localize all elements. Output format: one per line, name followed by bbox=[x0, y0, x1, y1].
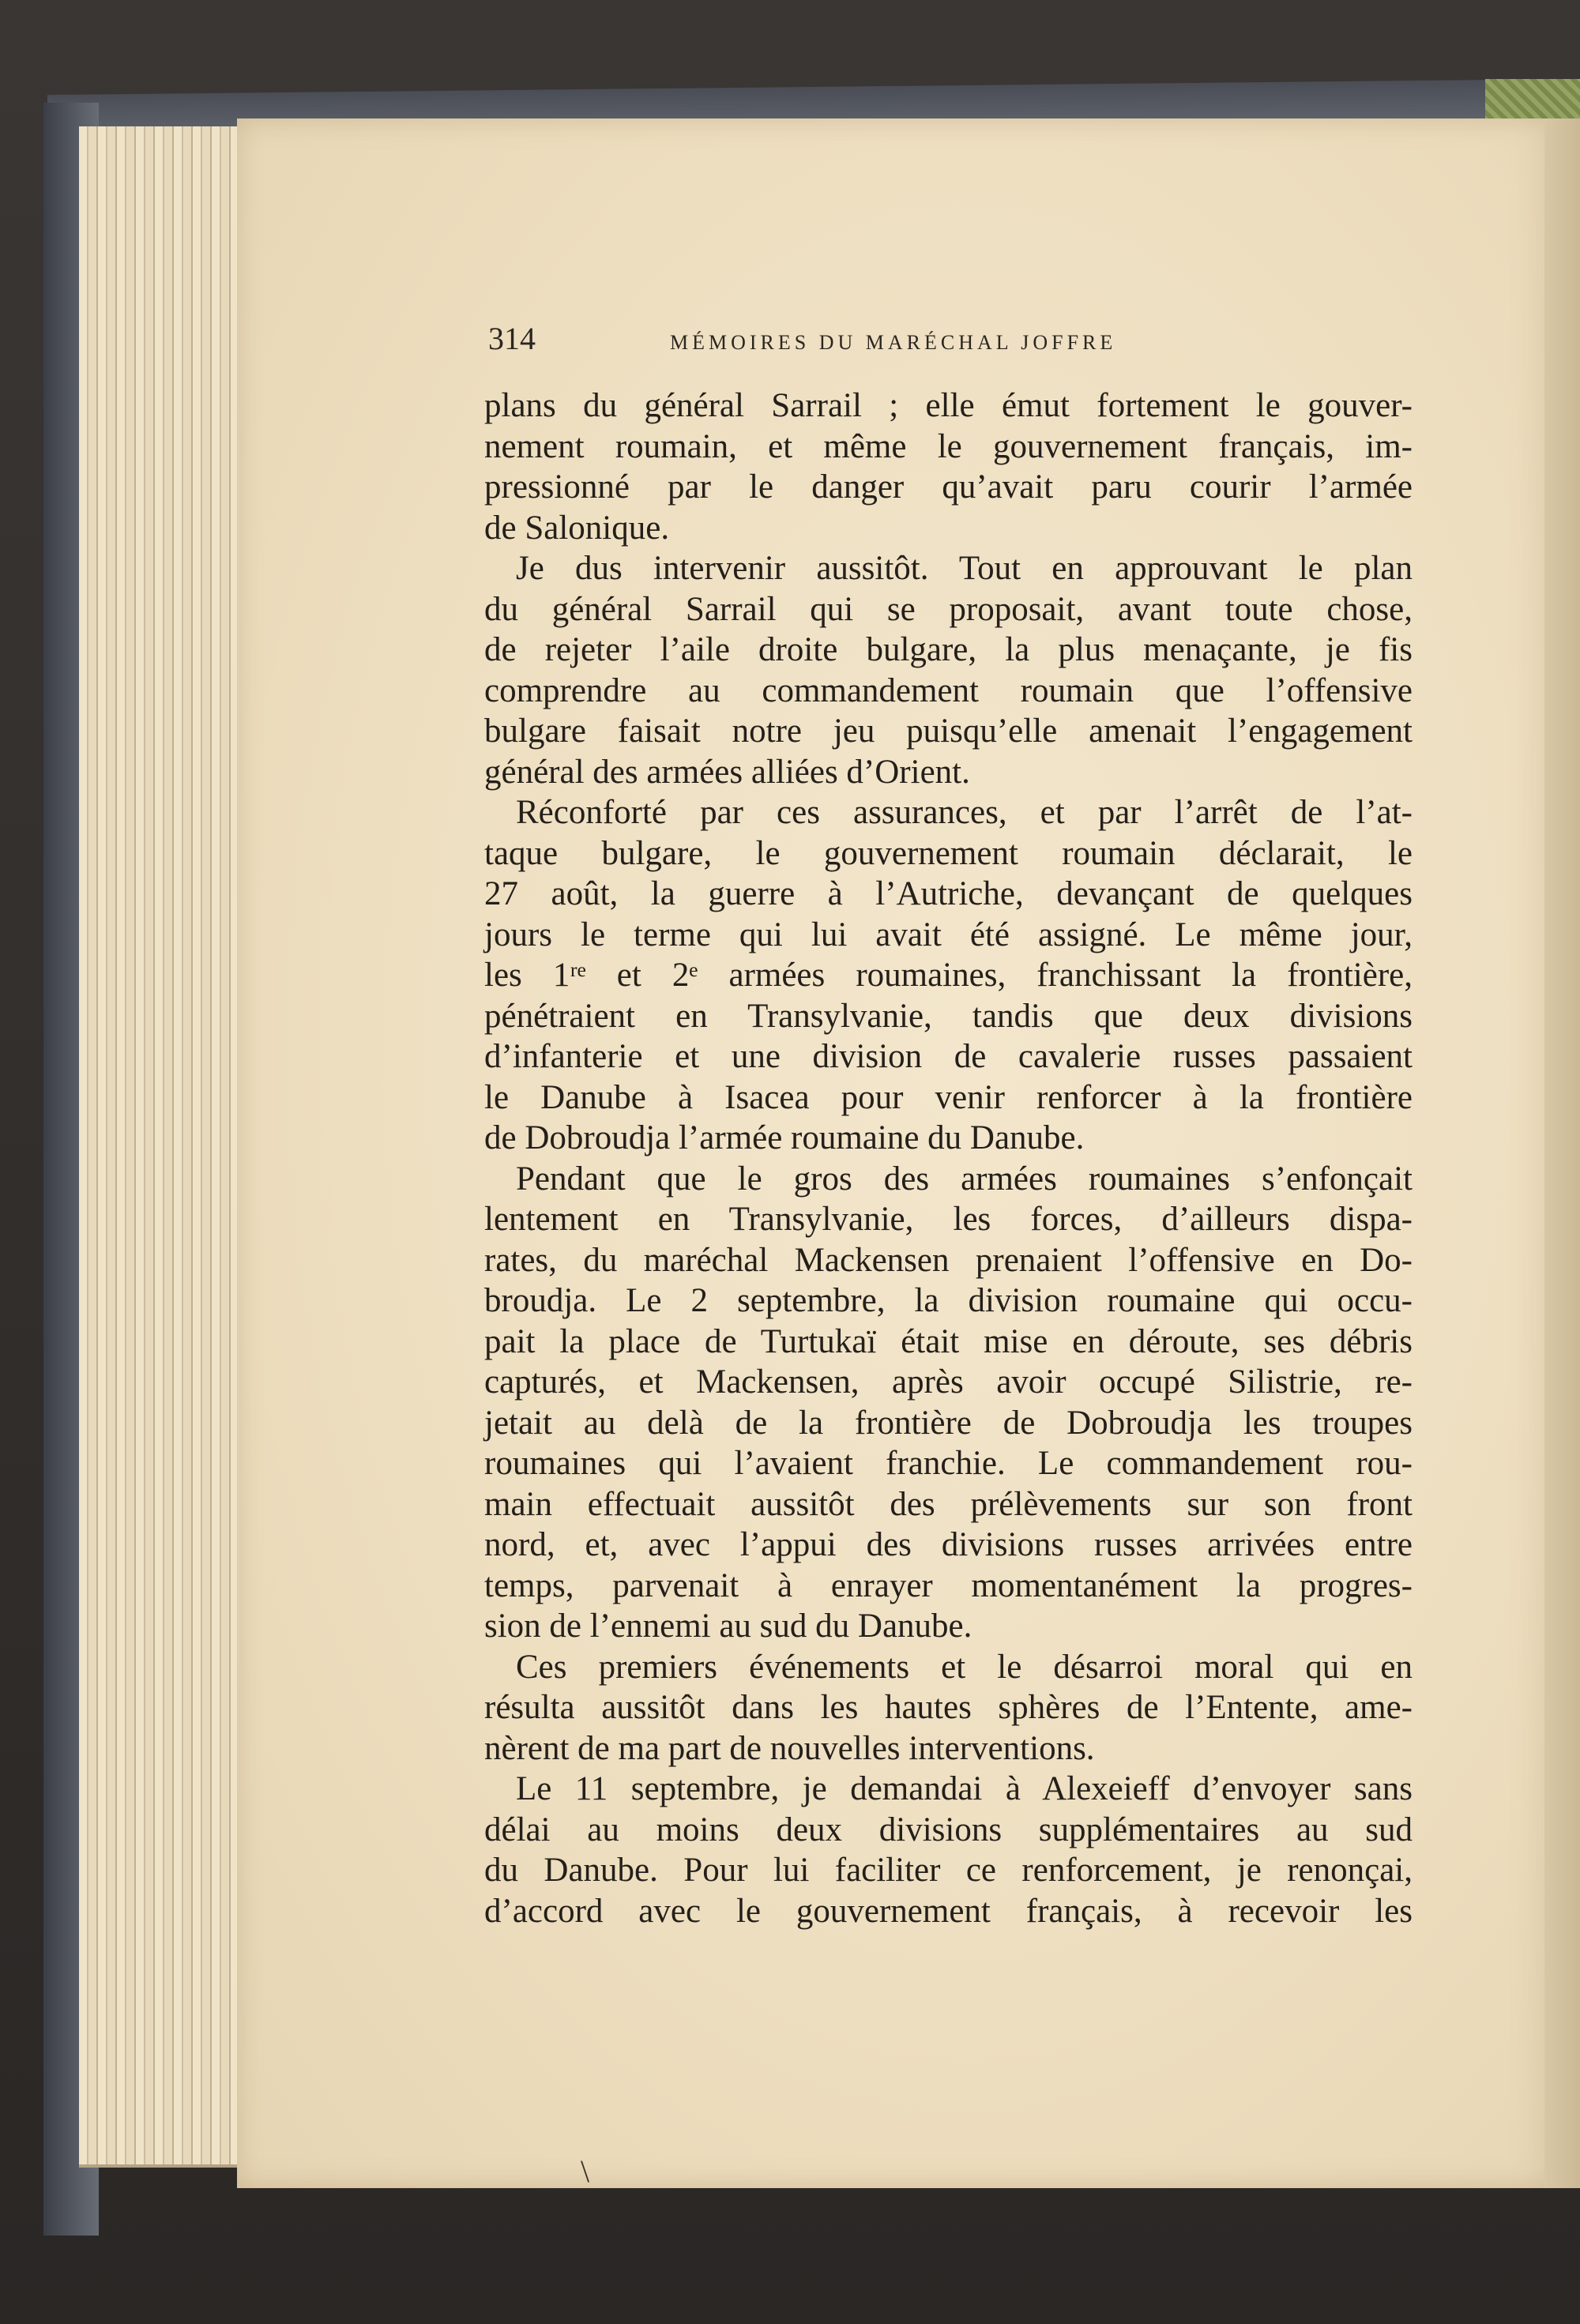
text-line: les 1ʳᵉ et 2ᵉ armées roumaines, franchissant la frontière, bbox=[484, 957, 1413, 994]
text-line: temps, parvenait à enrayer momentanément la progres- bbox=[484, 1566, 1413, 1604]
text-line: jetait au delà de la frontière de Dobroudja les troupes bbox=[484, 1404, 1413, 1442]
text-line: du Danube. Pour lui faciliter ce renforcement, je renonçai, bbox=[484, 1852, 1413, 1889]
book-gutter bbox=[1544, 118, 1580, 2188]
text-line: de rejeter l’aile droite bulgare, la plus menaçante, je fis bbox=[484, 631, 1413, 668]
text-line: pait la place de Turtukaï était mise en déroute, ses débris bbox=[484, 1322, 1413, 1360]
text-line: 27 août, la guerre à l’Autriche, devançant de quelques bbox=[484, 875, 1413, 912]
text-line: main effectuait aussitôt des prélèvements sur son front bbox=[484, 1485, 1413, 1523]
text-line: lentement en Transylvanie, les forces, d’ailleurs dispa- bbox=[484, 1201, 1413, 1238]
pencil-mark: \ bbox=[581, 2153, 590, 2189]
text-line: général des armées alliées d’Orient. bbox=[484, 753, 970, 791]
text-line: du général Sarrail qui se proposait, avant toute chose, bbox=[484, 590, 1413, 628]
text-line: broudja. Le 2 septembre, la division roumaine qui occu- bbox=[484, 1282, 1413, 1319]
text-line: Ces premiers événements et le désarroi moral qui en bbox=[516, 1648, 1413, 1686]
page-number: 314 bbox=[488, 321, 536, 356]
text-line: jours le terme qui lui avait été assigné. Le même jour, bbox=[484, 916, 1413, 953]
text-line: roumaines qui l’avaient franchie. Le commandement rou- bbox=[484, 1445, 1413, 1482]
text-line: Pendant que le gros des armées roumaines s’enfonçait bbox=[516, 1160, 1413, 1198]
text-line: Le 11 septembre, je demandai à Alexeieff d’envoyer sans bbox=[516, 1770, 1413, 1807]
text-line: plans du général Sarrail ; elle émut fortement le gouver- bbox=[484, 387, 1413, 424]
page-header bbox=[488, 320, 1405, 367]
text-line: d’accord avec le gouvernement français, à recevoir les bbox=[484, 1892, 1413, 1930]
text-line: le Danube à Isacea pour venir renforcer à la frontière bbox=[484, 1078, 1413, 1116]
text-line: de Dobroudja l’armée roumaine du Danube. bbox=[484, 1119, 1085, 1156]
page-edges-stack bbox=[79, 126, 261, 2168]
text-line: sion de l’ennemi au sud du Danube. bbox=[484, 1608, 972, 1645]
text-line: pressionné par le danger qu’avait paru courir l’armée bbox=[484, 468, 1413, 506]
text-line: nement roumain, et même le gouvernement français, im- bbox=[484, 427, 1413, 465]
running-head: MÉMOIRES DU MARÉCHAL JOFFRE bbox=[670, 331, 1117, 354]
text-line: nèrent de ma part de nouvelles interventions. bbox=[484, 1729, 1095, 1767]
text-line: pénétraient en Transylvanie, tandis que deux divisions bbox=[484, 997, 1413, 1035]
text-line: nord, et, avec l’appui des divisions russes arrivées entre bbox=[484, 1526, 1413, 1563]
text-line: rates, du maréchal Mackensen prenaient l’offensive en Do- bbox=[484, 1241, 1413, 1279]
text-line: Réconforté par ces assurances, et par l’arrêt de l’at- bbox=[516, 794, 1413, 831]
text-line: résulta aussitôt dans les hautes sphères de l’Entente, ame- bbox=[484, 1689, 1413, 1726]
text-line: comprendre au commandement roumain que l’offensive bbox=[484, 671, 1413, 709]
body-text bbox=[484, 385, 1413, 1931]
text-line: bulgare faisait notre jeu puisqu’elle amenait l’engagement bbox=[484, 713, 1413, 750]
text-line: délai au moins deux divisions supplémentaires au sud bbox=[484, 1811, 1413, 1848]
text-line: d’infanterie et une division de cavalerie russes passaient bbox=[484, 1038, 1413, 1075]
text-line: Je dus intervenir aussitôt. Tout en approuvant le plan bbox=[516, 550, 1413, 587]
text-line: de Salonique. bbox=[484, 509, 670, 547]
text-line: capturés, et Mackensen, après avoir occupé Silistrie, re- bbox=[484, 1363, 1413, 1401]
text-line: taque bulgare, le gouvernement roumain déclarait, le bbox=[484, 834, 1413, 872]
